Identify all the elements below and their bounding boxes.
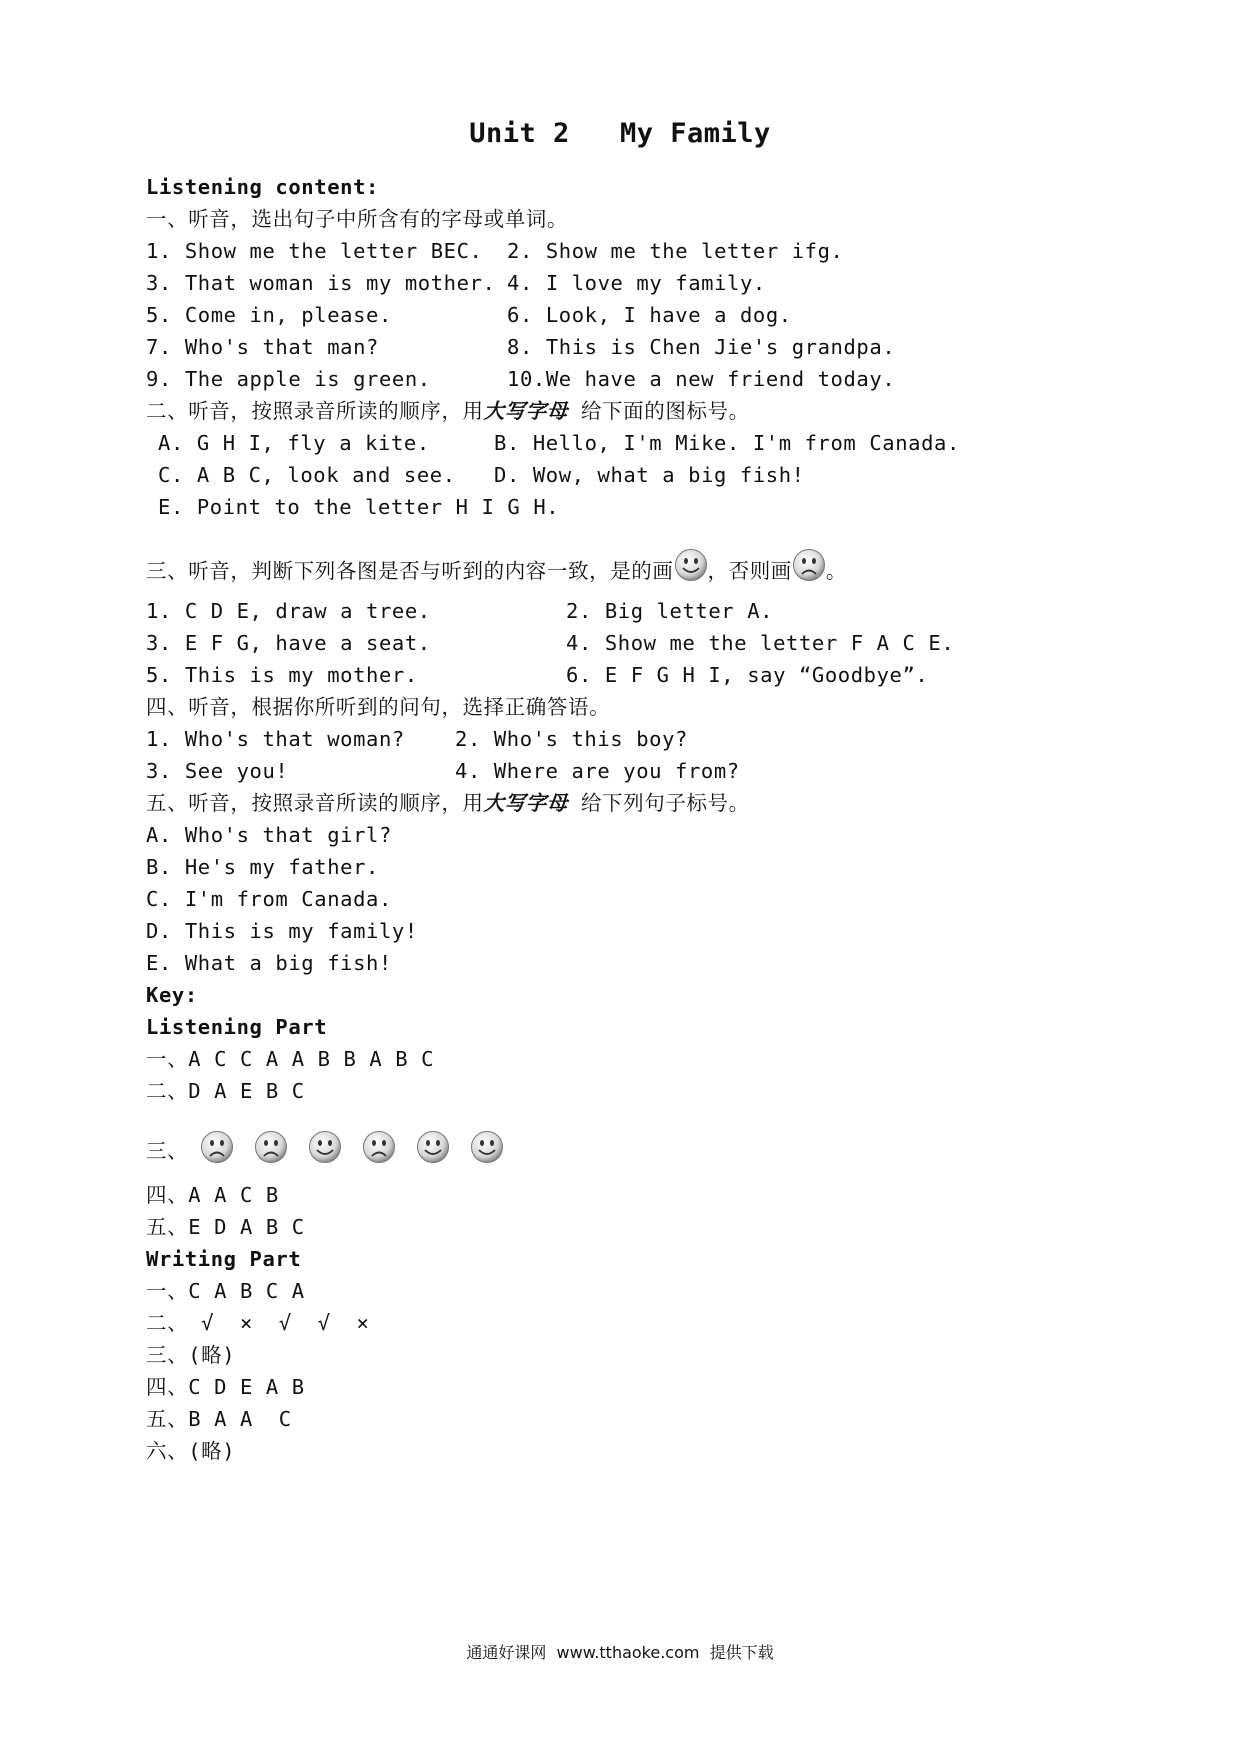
s2-heading-emphasis: 大写字母 (483, 399, 569, 423)
s1-item: 3. That woman is my mother. (146, 271, 496, 295)
sad-face-icon (362, 1130, 396, 1164)
key-answer: 三、 (146, 1139, 189, 1163)
s2-heading (146, 396, 750, 426)
key-answer: 三、(略) (146, 1343, 236, 1367)
s4-item: 4. Where are you from? (455, 759, 740, 783)
key-answer: 五、B A A C (146, 1407, 292, 1431)
sad-face-icon (200, 1130, 234, 1164)
s5-item: A. Who's that girl? (146, 823, 392, 847)
s4-item: 2. Who's this boy? (455, 727, 688, 751)
s3-heading-text: 三、听音，判断下列各图是否与听到的内容一致，是的画 (146, 559, 674, 583)
s1-item: 4. I love my family. (507, 271, 766, 295)
footer-credit: 通通好课网 www.tthaoke.com 提供下载 (466, 1643, 774, 1662)
s5-item: E. What a big fish! (146, 951, 392, 975)
s5-heading-emphasis: 大写字母 (483, 791, 569, 815)
s4-item: 1. Who's that woman? (146, 727, 405, 751)
s2-heading-text: 给下面的图标号。 (568, 399, 750, 423)
key-answer: 二、D A E B C (146, 1079, 305, 1103)
s3-item: 1. C D E, draw a tree. (146, 599, 431, 623)
key-faces-row (200, 1130, 504, 1164)
s4-heading: 四、听音，根据你所听到的问句，选择正确答语。 (146, 695, 611, 719)
s2-item: D. Wow, what a big fish! (494, 463, 805, 487)
s1-item: 2. Show me the letter ifg. (507, 239, 844, 263)
s3-item: 3. E F G, have a seat. (146, 631, 431, 655)
key-label: Key: (146, 983, 198, 1007)
s3-item: 4. Show me the letter F A C E. (566, 631, 955, 655)
page-title: Unit 2 My Family (469, 118, 771, 149)
s2-heading-text: 二、听音，按照录音所读的顺序，用 (146, 399, 484, 423)
s3-item: 2. Big letter A. (566, 599, 774, 623)
s5-item: C. I'm from Canada. (146, 887, 392, 911)
happy-face-icon (416, 1130, 450, 1164)
happy-face-icon (308, 1130, 342, 1164)
s1-heading: 一、听音，选出句子中所含有的字母或单词。 (146, 207, 568, 231)
s5-heading-text: 五、听音，按照录音所读的顺序，用 (146, 791, 484, 815)
happy-face-icon (470, 1130, 504, 1164)
s2-item: B. Hello, I'm Mike. I'm from Canada. (494, 431, 960, 455)
s3-item: 5. This is my mother. (146, 663, 418, 687)
s3-heading (146, 548, 847, 586)
s3-heading-text: 。 (825, 559, 848, 583)
sad-face-icon (254, 1130, 288, 1164)
key-answer: 五、E D A B C (146, 1215, 305, 1239)
key-answer: 一、A C C A A B B A B C (146, 1047, 435, 1071)
s1-item: 5. Come in, please. (146, 303, 392, 327)
s2-item: A. G H I, fly a kite. (158, 431, 430, 455)
writing-part-label: Writing Part (146, 1247, 302, 1271)
s2-item: E. Point to the letter H I G H. (158, 495, 560, 519)
s1-item: 10.We have a new friend today. (507, 367, 896, 391)
happy-face-icon (674, 548, 708, 582)
s1-item: 6. Look, I have a dog. (507, 303, 792, 327)
s5-item: D. This is my family! (146, 919, 418, 943)
sad-face-icon (792, 548, 826, 582)
key-answer: 一、C A B C A (146, 1279, 305, 1303)
s5-item: B. He's my father. (146, 855, 379, 879)
s3-heading-text: ，否则画 (707, 559, 792, 583)
s5-heading (146, 788, 750, 818)
listening-content-label: Listening content: (146, 175, 379, 199)
key-answer: 四、A A C B (146, 1183, 279, 1207)
key-answer: 六、(略) (146, 1439, 236, 1463)
key-answer: 四、C D E A B (146, 1375, 305, 1399)
s2-item: C. A B C, look and see. (158, 463, 456, 487)
s4-item: 3. See you! (146, 759, 289, 783)
s1-item: 9. The apple is green. (146, 367, 431, 391)
s1-item: 7. Who's that man? (146, 335, 379, 359)
s3-item: 6. E F G H I, say “Goodbye”. (566, 663, 929, 687)
key-answer: 二、 √ × √ √ × (146, 1311, 370, 1335)
s1-item: 8. This is Chen Jie's grandpa. (507, 335, 896, 359)
s1-item: 1. Show me the letter BEC. (146, 239, 483, 263)
listening-part-label: Listening Part (146, 1015, 328, 1039)
s5-heading-text: 给下列句子标号。 (568, 791, 750, 815)
